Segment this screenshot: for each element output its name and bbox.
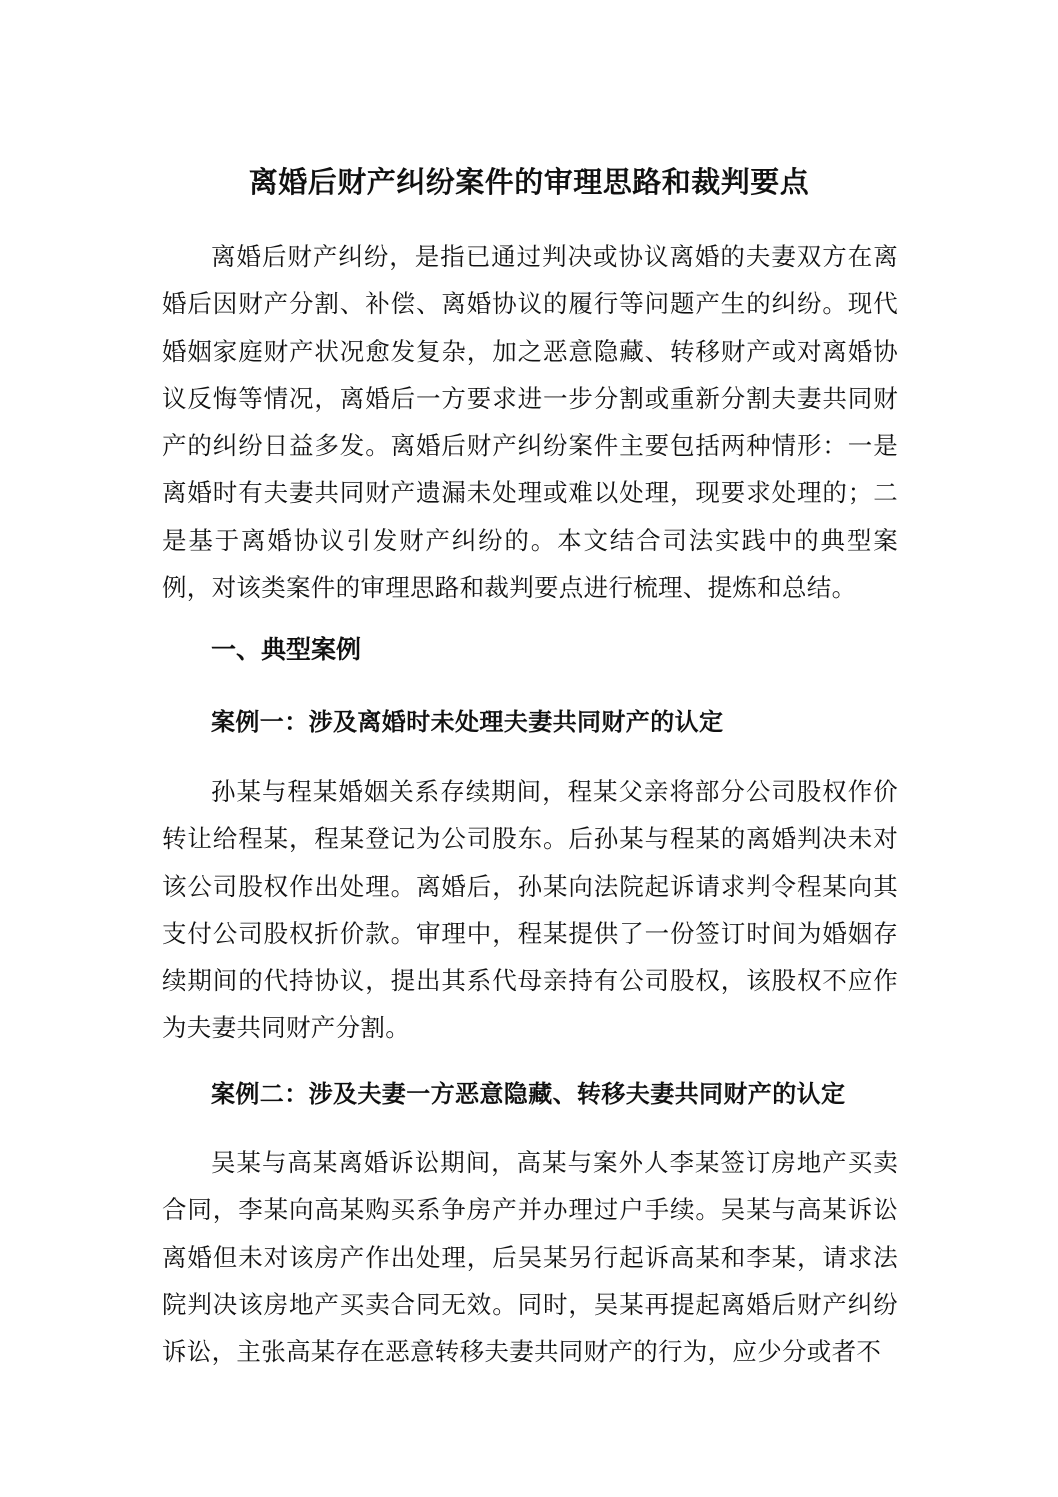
case1-paragraph: 孙某与程某婚姻关系存续期间，程某父亲将部分公司股权作价转让给程某，程某登记为公司股东。后孙某与程某的离婚判决未对该公司股权作出处理。离婚后，孙某向法院起诉请求判令程某向其支付公司股权折价款。审理中，程某提供了一份签订时间为婚姻存续期间的代持协议，提出其系代母亲持有公司股权，该股权不应作为夫妻共同财产分割。 [162, 777, 898, 1043]
document-title: 离婚后财产纠纷案件的审理思路和裁判要点 [248, 165, 810, 199]
intro-paragraph: 离婚后财产纠纷，是指已通过判决或协议离婚的夫妻双方在离婚后因财产分割、补偿、离婚协议的履行等问题产生的纠纷。现代婚姻家庭财产状况愈发复杂，加之恶意隐藏、转移财产或对离婚协议反悔等情况，离婚后一方要求进一步分割或重新分割夫妻共同财产的纠纷日益多发。离婚后财产纠纷案件主要包括两种情形：一是离婚时有夫妻共同财产遗漏未处理或难以处理，现要求处理的；二是基于离婚协议引发财产纠纷的。本文结合司法实践中的典型案例，对该类案件的审理思路和裁判要点进行梳理、提炼和总结。 [162, 242, 898, 603]
case2-heading: 案例二：涉及夫妻一方恶意隐藏、转移夫妻共同财产的认定 [211, 1079, 846, 1108]
case2-paragraph: 吴某与高某离婚诉讼期间，高某与案外人李某签订房地产买卖合同，李某向高某购买系争房产并办理过户手续。吴某与高某诉讼离婚但未对该房产作出处理，后吴某另行起诉高某和李某，请求法院判决该房地产买卖合同无效。同时，吴某再提起离婚后财产纠纷诉讼，主张高某存在恶意转移夫妻共同财产的行为，应少分或者不 [162, 1148, 898, 1367]
case1-heading: 案例一：涉及离婚时未处理夫妻共同财产的认定 [211, 707, 724, 736]
section-heading: 一、典型案例 [211, 635, 362, 664]
